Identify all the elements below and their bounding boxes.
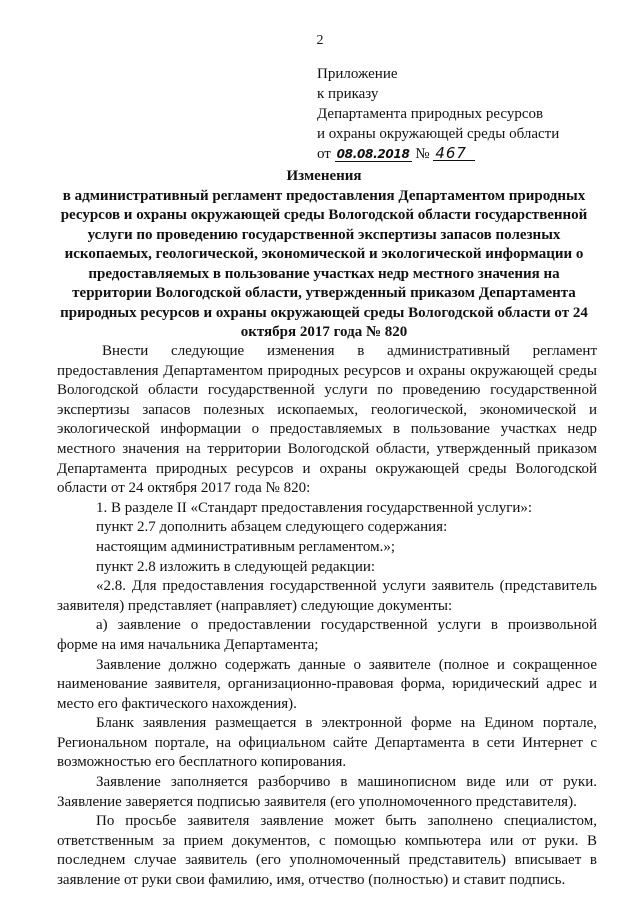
appendix-line-2: к приказу [317, 86, 379, 102]
document-body [57, 342, 597, 891]
paragraph: 1. В разделе II «Стандарт предоставления государственной услуги»: [96, 499, 533, 516]
paragraph: а) заявление о предоставлении государственной услуги в произвольной форме на имя начальника Департамента; [57, 617, 597, 653]
paragraph: По просьбе заявителя заявление может быть заполнено специалистом, ответственным за прием документов, с помощью компьютера или от руки. В последнем случае заявитель (его уполномоченный представитель) вписывает в заявление от руки свои фамилию, имя, отчество (полностью) и ставит подпись. [57, 813, 597, 889]
paragraph: «2.8. Для предоставления государственной услуги заявитель (представитель заявителя) представляет (направляет) следующие документы: [57, 578, 597, 614]
paragraph: Заявление заполняется разборчиво в машинописном виде или от руки. Заявление заверяется подписью заявителя (его уполномоченного представителя). [57, 774, 597, 810]
paragraph: настоящим административным регламентом.»; [96, 538, 396, 555]
appendix-line-3: Департамента природных ресурсов [317, 106, 544, 122]
paragraph: Бланк заявления размещается в электронной форме на Едином портале, Региональном портале, на официальном сайте Департамента в сети Интернет с возможностью его бесплатного копирования. [57, 715, 597, 771]
document-heading [56, 167, 592, 343]
heading-title: Изменения [286, 168, 362, 184]
appendix-date-line [317, 144, 617, 164]
handwritten-date: 08.08.2018 [336, 147, 410, 161]
date-prefix: от [317, 146, 331, 162]
number-prefix: № [415, 146, 430, 162]
appendix-line-1: Приложение [317, 66, 398, 82]
heading-subtitle: в административный регламент предоставления Департаментом природных ресурсов и охраны окружающей среды Вологодской области государственной услуги по проведению государственной экспертизы запасов полезных ископаемых, геологической, экономической и экологической информации о предоставляемых в пользование участках недр местного значения на территории Вологодской области, утвержденный приказом Департамента природных ресурсов и охраны окружающей среды Вологодской области от 24 октября 2017 года № 820 [60, 187, 588, 340]
handwritten-number: 467 [433, 146, 475, 161]
paragraph: Внести следующие изменения в административный регламент предоставления Департаментом природных ресурсов и охраны окружающей среды Вологодской области государственной услуги по проведению государственной экспертизы запасов полезных ископаемых, геологической, экономической и экологической информации о предоставляемых в пользование участках недр местного значения на территории Вологодской области, утвержденный приказом Департамента природных ресурсов и охраны окружающей среды Вологодской области от 24 октября 2017 года № 820: [57, 343, 597, 497]
paragraph: пункт 2.7 дополнить абзацем следующего содержания: [96, 519, 448, 536]
appendix-block [317, 64, 617, 164]
page-number: 2 [316, 33, 324, 48]
appendix-line-4: и охраны окружающей среды области [317, 126, 560, 142]
paragraph: пункт 2.8 изложить в следующей редакции: [96, 558, 376, 575]
paragraph: Заявление должно содержать данные о заявителе (полное и сокращенное наименование заявителя, организационно-правовая форма, юридический адрес и место его фактического нахождения). [57, 656, 597, 712]
